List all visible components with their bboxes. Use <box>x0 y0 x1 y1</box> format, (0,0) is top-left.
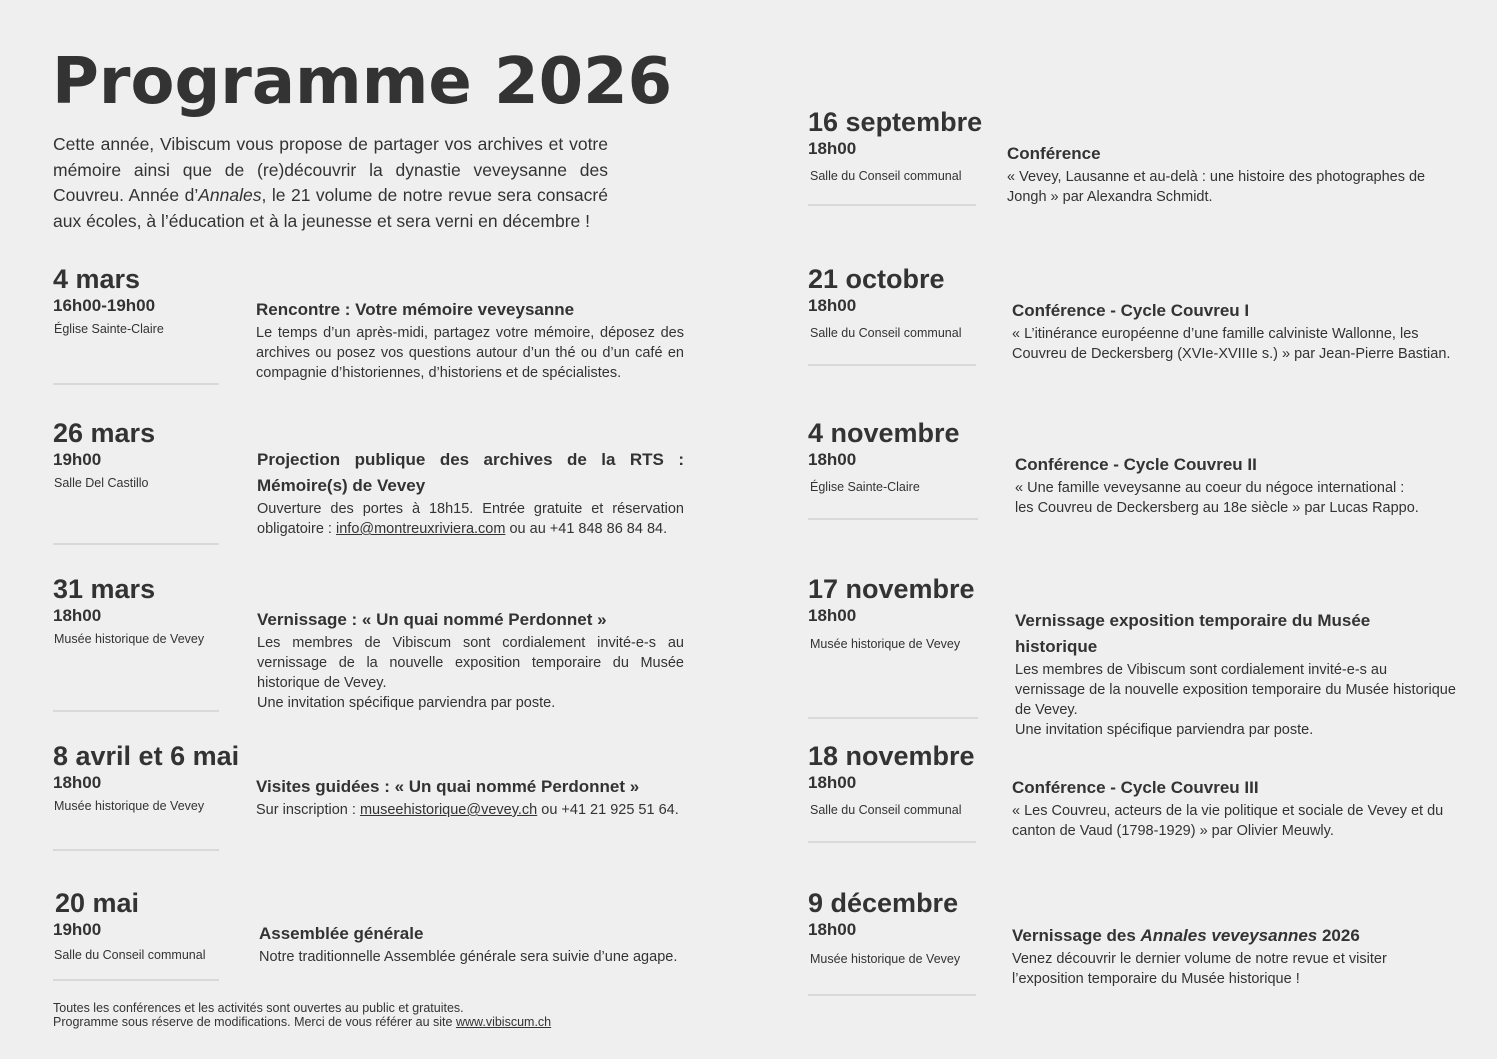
footer-line-2 <box>53 1016 551 1030</box>
event-title: Visites guidées : « Un quai nommé Perdonnet » <box>256 777 640 796</box>
event-title: Conférence - Cycle Couvreu II <box>1015 455 1257 474</box>
event-title <box>1012 923 1452 949</box>
title-text: Vernissage des <box>1012 926 1141 945</box>
intro-text-2: , le 21 volume de notre revue sera consacré aux écoles, à l’éducation et à la jeunesse et sera verni en décembre ! <box>53 185 608 231</box>
event-place: Église Sainte-Claire <box>810 480 920 494</box>
event-body <box>1012 775 1452 841</box>
event-time: 18h00 <box>53 773 102 792</box>
event-description <box>257 499 684 539</box>
event-date: 9 décembre <box>808 888 959 918</box>
event-title: Vernissage exposition temporaire du Musée historique <box>1015 611 1371 656</box>
intro-paragraph <box>53 132 608 234</box>
event-description: « Vevey, Lausanne et au-delà : une histoire des photographes de Jongh » par Alexandra Schmidt. <box>1007 169 1426 205</box>
event-description: Le temps d’un après-midi, partagez votre mémoire, déposez des archives ou posez vos questions autour d’un thé ou d’un café en compagnie d’historiennes, d’historiens et de spécialistes. <box>256 325 684 381</box>
footer-note <box>53 1002 551 1029</box>
event-date: 20 mai <box>55 888 140 918</box>
email-link[interactable]: museehistorique@vevey.ch <box>359 802 538 818</box>
event-date: 31 mars <box>53 574 156 604</box>
divider <box>53 383 219 385</box>
event-time: 18h00 <box>808 139 857 158</box>
event-time: 18h00 <box>53 606 102 625</box>
event-time: 18h00 <box>808 920 857 939</box>
event-body <box>1007 141 1447 207</box>
event-time: 19h00 <box>53 920 102 939</box>
event-body <box>259 921 699 967</box>
event-description-line2: les Couvreu de Deckersberg au 18e siècle » par Lucas Rappo. <box>1015 500 1419 516</box>
divider <box>808 204 976 206</box>
event-place: Musée historique de Vevey <box>54 799 205 813</box>
event-title: Assemblée générale <box>259 924 424 943</box>
event-place: Salle du Conseil communal <box>54 948 206 962</box>
event-date: 21 octobre <box>808 264 945 294</box>
event-place: Musée historique de Vevey <box>54 632 205 646</box>
event-body <box>1015 608 1460 740</box>
event-title: Rencontre : Votre mémoire veveysanne <box>256 300 575 319</box>
event-description-note: Une invitation spécifique parviendra par poste. <box>257 695 556 711</box>
event-place: Salle du Conseil communal <box>810 169 962 183</box>
event-time: 19h00 <box>53 450 102 469</box>
event-date: 18 novembre <box>808 741 975 771</box>
event-description: « Une famille veveysanne au coeur du négoce international : <box>1015 480 1405 496</box>
event-body <box>256 774 696 820</box>
description-text: ou +41 21 925 51 64. <box>537 802 679 818</box>
email-link[interactable]: info@montreuxriviera.com <box>336 521 506 537</box>
website-link[interactable]: www.vibiscum.ch <box>455 1014 552 1029</box>
event-place: Salle du Conseil communal <box>810 326 962 340</box>
event-date: 4 mars <box>53 264 141 294</box>
event-description <box>256 800 696 820</box>
event-time: 18h00 <box>808 296 857 315</box>
page-title: Programme 2026 <box>52 45 673 119</box>
divider <box>808 364 976 366</box>
divider <box>808 518 978 520</box>
description-text: ou au +41 848 86 84 84. <box>505 521 668 537</box>
divider <box>808 717 978 719</box>
title-italic: Annales veveysannes <box>1140 926 1318 945</box>
event-title: Projection publique des archives de la RTS : Mémoire(s) de Vevey <box>257 450 684 495</box>
description-text: Sur inscription : <box>256 802 360 818</box>
title-text: 2026 <box>1317 926 1360 945</box>
event-time: 18h00 <box>808 450 857 469</box>
intro-text-1: Cette année, Vibiscum vous propose de partager vos archives et votre mémoire ainsi que de (re)découvrir la dynastie veveysanne des Couvreu. Année d’ <box>53 134 608 205</box>
description-text: Ouverture des portes à 18h15. Entrée gratuite et réservation obligatoire : <box>257 501 684 537</box>
event-body <box>256 297 684 383</box>
footer-line-1: Toutes les conférences et les activités sont ouvertes au public et gratuites. <box>53 1001 464 1015</box>
event-title: Conférence <box>1007 144 1101 163</box>
divider <box>53 979 219 981</box>
event-date: 26 mars <box>53 418 156 448</box>
event-description-note: Une invitation spécifique parviendra par poste. <box>1015 722 1314 738</box>
event-time: 16h00-19h00 <box>53 296 156 315</box>
event-description: Notre traditionnelle Assemblée générale sera suivie d’une agape. <box>259 949 678 965</box>
event-place: Église Sainte-Claire <box>54 322 164 336</box>
event-title: Conférence - Cycle Couvreu I <box>1012 301 1250 320</box>
event-body <box>1015 452 1455 518</box>
event-body <box>257 607 684 713</box>
divider <box>53 710 219 712</box>
event-place: Musée historique de Vevey <box>810 637 961 651</box>
event-title: Vernissage : « Un quai nommé Perdonnet » <box>257 610 607 629</box>
event-time: 18h00 <box>808 606 857 625</box>
event-body <box>1012 298 1452 364</box>
intro-italic: Annales <box>198 185 262 205</box>
divider <box>53 543 219 545</box>
event-title: Conférence - Cycle Couvreu III <box>1012 778 1259 797</box>
event-place: Musée historique de Vevey <box>810 952 961 966</box>
event-date: 17 novembre <box>808 574 975 604</box>
event-description: « Les Couvreu, acteurs de la vie politique et sociale de Vevey et du canton de Vaud (1798-1929) » par Olivier Meuwly. <box>1012 803 1444 839</box>
event-place: Salle du Conseil communal <box>810 803 962 817</box>
event-description: Les membres de Vibiscum sont cordialement invité-e-s au vernissage de la nouvelle exposition temporaire du Musée historique de Vevey. <box>1015 662 1456 718</box>
event-date: 4 novembre <box>808 418 960 448</box>
event-time: 18h00 <box>808 773 857 792</box>
event-date: 16 septembre <box>808 107 983 137</box>
event-place: Salle Del Castillo <box>54 476 149 490</box>
event-description: Les membres de Vibiscum sont cordialement invité-e-s au vernissage de la nouvelle exposition temporaire du Musée historique de Vevey. <box>257 635 684 691</box>
event-body <box>257 447 684 539</box>
divider <box>808 841 976 843</box>
divider <box>53 849 219 851</box>
event-body <box>1012 923 1452 989</box>
footer-text: Programme sous réserve de modifications. Merci de vous référer au site <box>53 1014 456 1029</box>
event-description: « L’itinérance européenne d’une famille calviniste Wallonne, les Couvreu de Deckersberg (XVIe-XVIIIe s.) » par Jean-Pierre Bastian. <box>1012 326 1451 362</box>
divider <box>808 994 976 996</box>
event-date: 8 avril et 6 mai <box>53 741 240 771</box>
event-description: Venez découvrir le dernier volume de notre revue et visiter l’exposition temporaire du Musée historique ! <box>1012 951 1387 987</box>
